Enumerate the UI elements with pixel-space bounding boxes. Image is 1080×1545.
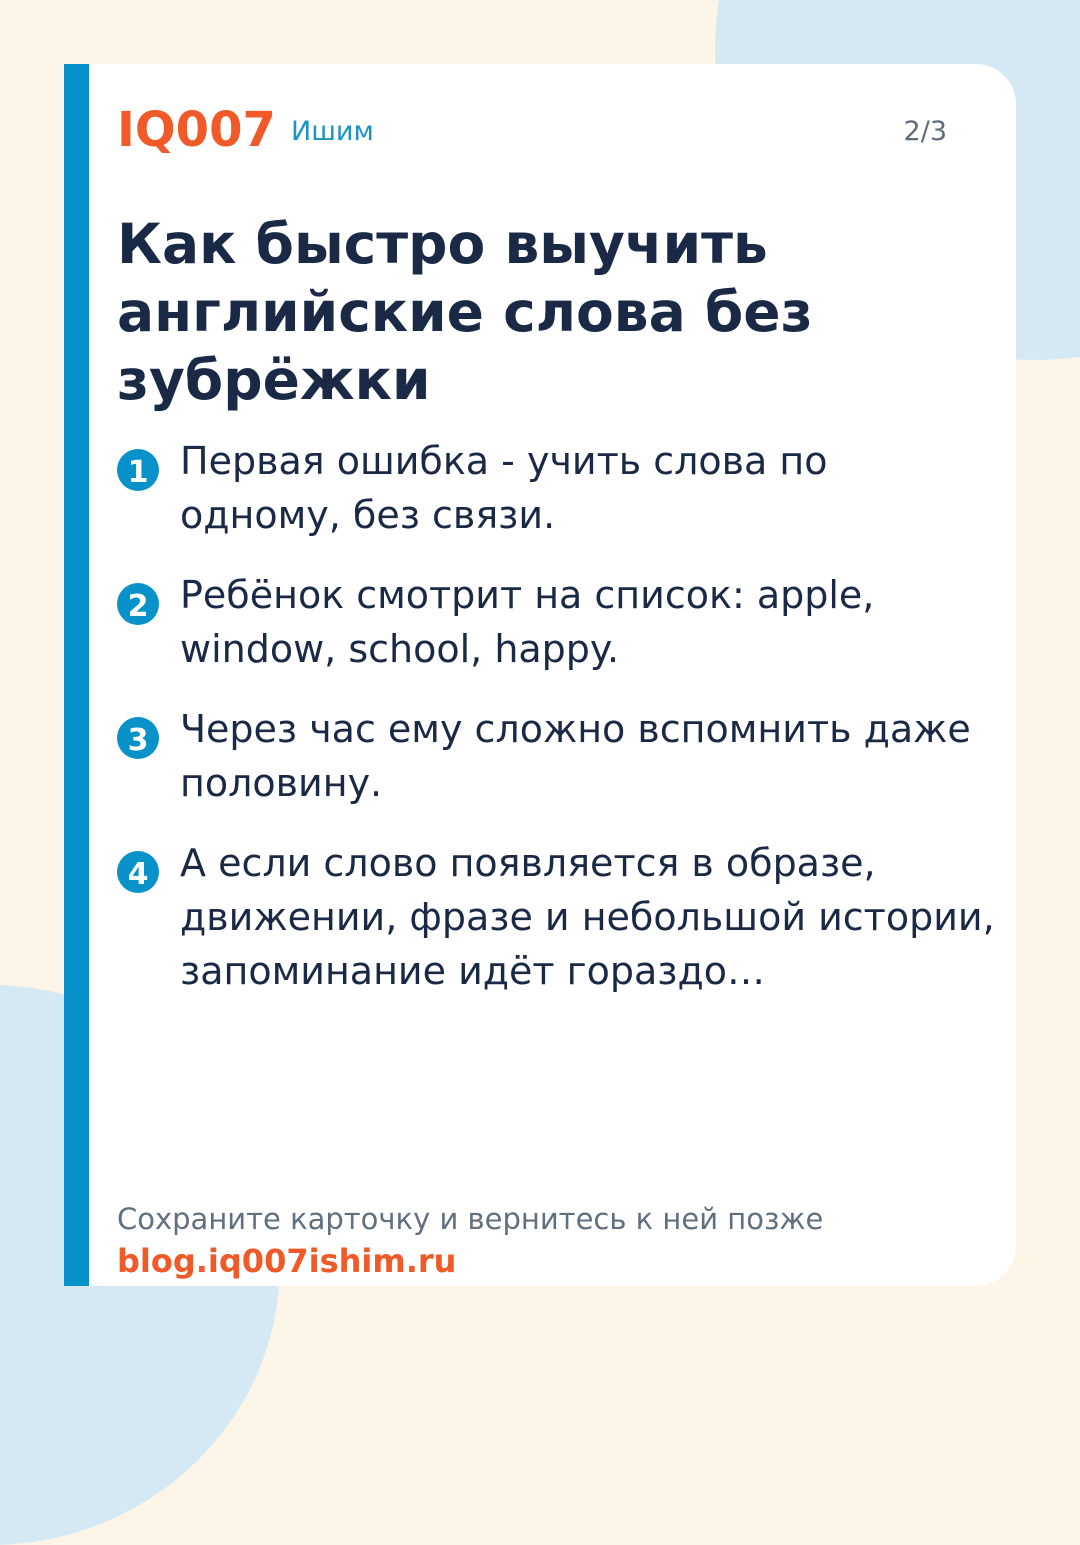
city-label: Ишим <box>291 116 374 147</box>
list-item <box>117 434 997 542</box>
page-title: Как быстро выучить английские слова без зубрёжки <box>117 212 813 412</box>
tips-list <box>117 434 997 1024</box>
number-badge: 2 <box>117 583 159 625</box>
number-badge: 1 <box>117 449 159 491</box>
tip-text: А если слово появляется в образе, движении, фразе и небольшой истории, запоминание идёт гораздо… <box>180 841 995 993</box>
page-indicator: 2/3 <box>903 116 947 147</box>
footer-note: Сохраните карточку и вернитесь к ней позже <box>117 1202 824 1236</box>
brand-logo: IQ007 <box>117 102 276 158</box>
content-card <box>64 64 1016 1286</box>
tip-text: Через час ему сложно вспомнить даже половину. <box>180 707 971 805</box>
tip-text: Первая ошибка - учить слова по одному, без связи. <box>180 439 828 537</box>
list-item <box>117 836 997 998</box>
accent-bar <box>64 64 89 1286</box>
list-item <box>117 568 997 676</box>
number-badge: 4 <box>117 851 159 893</box>
list-item <box>117 702 997 810</box>
tip-text: Ребёнок смотрит на список: apple, window, school, happy. <box>180 573 875 671</box>
blog-link[interactable]: blog.iq007ishim.ru <box>117 1242 457 1280</box>
number-badge: 3 <box>117 717 159 759</box>
